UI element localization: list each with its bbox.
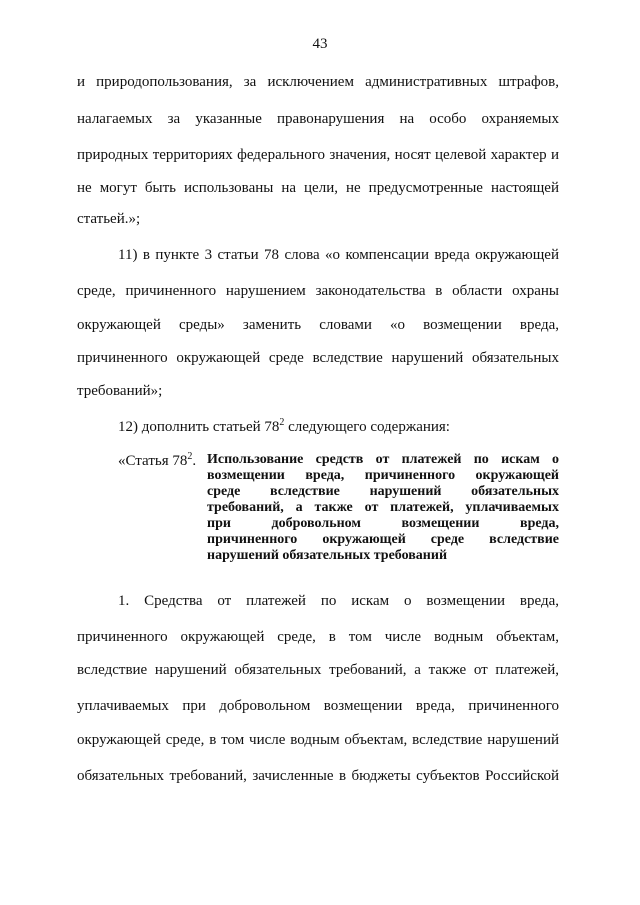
text-line: причиненного окружающей среде вследствие нарушений обязательных [77, 350, 559, 366]
item-12-line [118, 418, 559, 436]
text-line: 11) в пункте 3 статьи 78 слова «о компенсации вреда окружающей [118, 247, 559, 263]
article-title-line: требований, а также от платежей, уплачиваемых [207, 500, 559, 515]
text-line: природных территориях федерального значения, носят целевой характер и [77, 147, 559, 163]
text-line: статьей.»; [77, 211, 141, 227]
text-line: причиненного окружающей среде, в том числе водным объектам, [77, 629, 559, 645]
text-line: среде, причиненного нарушением законодательства в области охраны [77, 283, 559, 299]
text-line: не могут быть использованы на цели, не предусмотренные настоящей [77, 180, 559, 196]
article-title-line: при добровольном возмещении вреда, [207, 516, 559, 531]
text-line: требований»; [77, 383, 163, 399]
item-12-suffix: следующего содержания: [284, 419, 450, 435]
text-line: окружающей среды» заменить словами «о возмещении вреда, [77, 317, 559, 333]
text-line: 1. Средства от платежей по искам о возмещении вреда, [118, 593, 559, 609]
article-title-line: Использование средств от платежей по искам о [207, 452, 559, 467]
text-line: окружающей среде, в том числе водным объектам, вследствие нарушений [77, 732, 559, 748]
page-number: 43 [312, 36, 328, 52]
article-label-superscript: 2 [187, 451, 193, 462]
article-title-line: возмещении вреда, причиненного окружающей [207, 468, 559, 483]
article-label [118, 452, 196, 470]
item-12-prefix: 12) дополнить статьей 78 [118, 419, 280, 435]
article-title [207, 452, 559, 564]
article-label-suffix: . [192, 453, 197, 469]
text-line: налагаемых за указанные правонарушения на особо охраняемых [77, 111, 559, 127]
article-title-line: среде вследствие нарушений обязательных [207, 484, 559, 499]
text-line: и природопользования, за исключением административных штрафов, [77, 74, 559, 90]
article-title-line: причиненного окружающей среде вследствие [207, 532, 559, 547]
article-title-line: нарушений обязательных требований [207, 548, 448, 563]
text-line: уплачиваемых при добровольном возмещении вреда, причиненного [77, 698, 559, 714]
text-line: обязательных требований, зачисленные в бюджеты субъектов Российской [77, 768, 559, 784]
item-12-superscript: 2 [279, 417, 285, 428]
article-label-prefix: «Статья 78 [118, 453, 188, 469]
text-line: вследствие нарушений обязательных требований, а также от платежей, [77, 662, 559, 678]
